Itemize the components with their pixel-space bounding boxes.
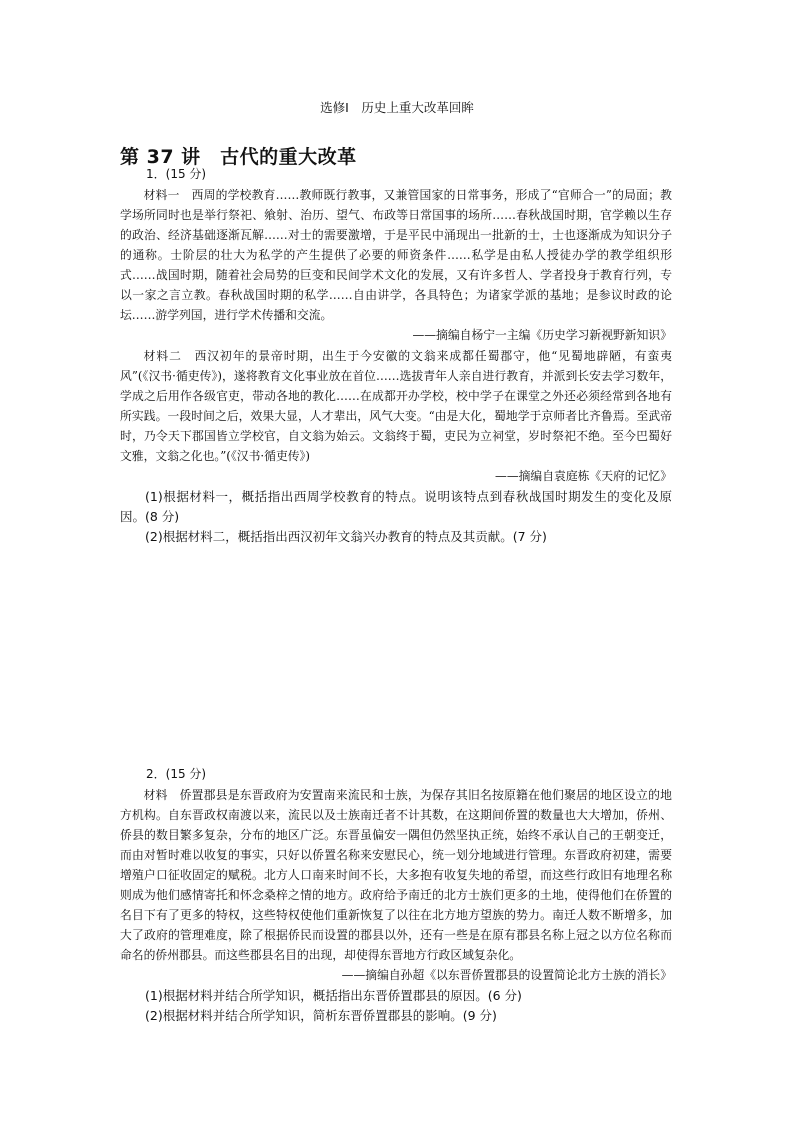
material-label: 材料二	[143, 349, 182, 363]
question-number: 1．(15 分)	[146, 167, 207, 181]
question-number: 2．(15 分)	[146, 767, 207, 781]
material-source: ——摘编自杨宁一主编《历史学习新视野新知识》	[412, 328, 672, 342]
material-paragraph	[120, 785, 672, 965]
running-header: 选修Ⅰ 历史上重大改革回眸	[320, 100, 474, 115]
material-label: 材料一	[143, 188, 180, 202]
material-text: 西汉初年的景帝时期，出生于今安徽的文翁来成都任蜀郡守，他“见蜀地辟陋，有蛮夷风”(《汉书·循吏传》)，遂将教育文化事业放在首位……选拔青年人亲自进行教育，并派到长安去学习数年，学成之后用作各级官吏，带动各地的教化……在成都开办学校，校中学子在课堂之外还必须经常到各地有所实践。一段时间之后，效果大显，人才辈出，风气大变。“由是大化，蜀地学于京师者比齐鲁焉。至武帝时，乃令天下郡国皆立学校官，自文翁为始云。文翁终于蜀，吏民为立祠堂，岁时祭祀不绝。至今巴蜀好文雅，文翁之化也。”(《汉书·循吏传》)	[120, 349, 672, 463]
sub-question: (1)根据材料一，概括指出西周学校教育的特点。说明该特点到春秋战国时期发生的变化及原因。(8 分)	[120, 489, 672, 524]
material-paragraph	[120, 185, 672, 325]
sub-question: (1)根据材料并结合所学知识，概括指出东晋侨置郡县的原因。(6 分)	[145, 988, 522, 1003]
material-source: ——摘编自袁庭栋《天府的记忆》	[495, 469, 672, 483]
sub-question: (2)根据材料并结合所学知识，简析东晋侨置郡县的影响。(9 分)	[145, 1008, 497, 1023]
question-1	[120, 164, 672, 547]
question-2	[120, 764, 672, 1026]
material-paragraph	[120, 346, 672, 466]
lesson-title: 第 37 讲 古代的重大改革	[120, 146, 357, 168]
material-text: 侨置郡县是东晋政府为安置南来流民和士族，为保存其旧名按原籍在他们聚居的地区设立的地方机构。自东晋政权南渡以来，流民以及士族南迁者不计其数，在这期间侨置的数量也大大增加，侨州、侨县的数目繁多复杂，分布的地区广泛。东晋虽偏安一隅但仍然坚执正统，始终不承认自己的王朝变迁，而由对暂时难以收复的事实，只好以侨置名称来安慰民心，统一划分地域进行管理。东晋政府初建，需要增殖户口征收固定的赋税。北方人口南来时间不长，大多抱有收复失地的希望，而这些行政旧有地理名称则成为他们感情寄托和怀念桑梓之情的地方。政府给予南迁的北方士族们更多的土地，使得他们在侨置的名目下有了更多的特权，这些特权使他们重新恢复了以往在北方地方望族的势力。南迁人数不断增多，加大了政府的管理难度，除了根据侨民而设置的郡县以外，还有一些是在原有郡县名称上冠之以方位名称而命名的侨州郡县。而这些郡县名目的出现，却使得东晋地方行政区域复杂化。	[120, 788, 672, 962]
material-text: 西周的学校教育……教师既行教事，又兼管国家的日常事务，形成了“官师合一”的局面；教学场所同时也是举行祭祀、飨射、治历、望气、布政等日常国事的场所……春秋战国时期，官学赖以生存的政治、经济基础逐渐瓦解……对士的需要激增，于是平民中涌现出一批新的士，士也逐渐成为知识分子的通称。士阶层的壮大为私学的产生提供了必要的师资条件……私学是由私人授徒办学的教学组织形式……战国时期，随着社会局势的巨变和民间学术文化的发展，又有许多哲人、学者投身于教育行列，专以一家之言立教。春秋战国时期的私学……自由讲学，各具特色；为诸家学派的基地；是参议时政的论坛……游学列国，进行学术传播和交流。	[120, 188, 672, 322]
material-label: 材料	[143, 788, 168, 802]
material-source: ——摘编自孙超《以东晋侨置郡县的设置简论北方士族的消长》	[341, 968, 672, 982]
sub-question: (2)根据材料二，概括指出西汉初年文翁兴办教育的特点及其贡献。(7 分)	[145, 529, 547, 544]
